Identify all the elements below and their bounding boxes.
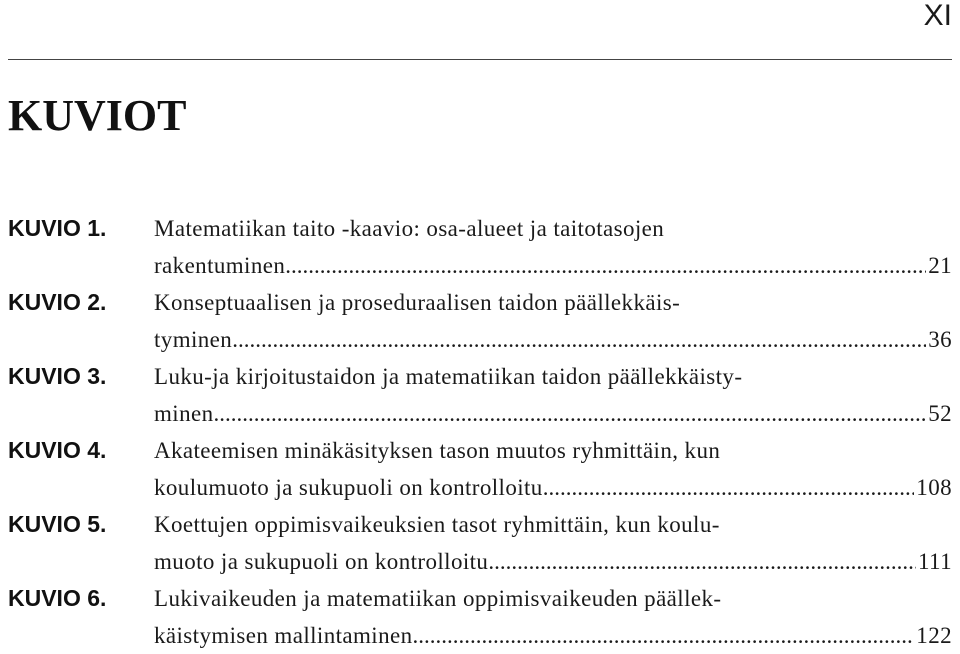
dot-leader	[543, 469, 915, 506]
figure-label: KUVIO 5.	[8, 511, 107, 537]
figure-label: KUVIO 3.	[8, 363, 107, 389]
dot-leader	[232, 321, 926, 358]
figure-caption-line: Akateemisen minäkäsityksen tason muutos ryhmittäin, kun	[154, 438, 721, 463]
figure-caption-line: tyminen	[154, 327, 233, 352]
dot-leader	[214, 395, 927, 432]
figure-list	[8, 210, 952, 654]
dot-leader	[413, 617, 915, 654]
dot-leader	[285, 247, 926, 284]
figure-entry-2[interactable]	[8, 284, 952, 358]
figure-entry-4[interactable]	[8, 432, 952, 506]
figure-entry-5[interactable]	[8, 506, 952, 580]
figure-caption-line: koulumuoto ja sukupuoli on kontrolloitu	[154, 475, 543, 500]
figure-page-number: 108	[916, 475, 952, 500]
figure-caption-line: minen	[154, 401, 214, 426]
figure-caption-line: rakentuminen	[154, 253, 286, 278]
figure-entry-1[interactable]	[8, 210, 952, 284]
figure-page-number: 111	[918, 549, 952, 574]
figure-caption-line: muoto ja sukupuoli on kontrolloitu	[154, 549, 489, 574]
figure-label: KUVIO 2.	[8, 289, 107, 315]
figure-page-number: 52	[928, 401, 952, 426]
figure-label: KUVIO 1.	[8, 215, 107, 241]
figure-page-number: 122	[916, 623, 952, 648]
figure-entry-6[interactable]	[8, 580, 952, 654]
page-number: XI	[923, 0, 952, 32]
header-rule	[8, 59, 952, 60]
figure-caption-line: Konseptuaalisen ja proseduraalisen taidon päällekkäis-	[154, 290, 681, 315]
figure-caption-line: Luku-ja kirjoitustaidon ja matematiikan taidon päällekkäisty-	[154, 364, 743, 389]
figure-caption-line: Matematiikan taito -kaavio: osa-alueet ja taitotasojen	[154, 216, 665, 241]
dot-leader	[488, 543, 916, 580]
figure-label: KUVIO 4.	[8, 437, 107, 463]
figure-caption-line: käistymisen mallintaminen	[154, 623, 413, 648]
figure-label: KUVIO 6.	[8, 585, 107, 611]
page-title: KUVIOT	[8, 91, 187, 140]
figure-page-number: 36	[928, 327, 952, 352]
figure-page-number: 21	[928, 253, 952, 278]
figure-caption-line: Koettujen oppimisvaikeuksien tasot ryhmittäin, kun koulu-	[154, 512, 720, 537]
figure-entry-3[interactable]	[8, 358, 952, 432]
figure-caption-line: Lukivaikeuden ja matematiikan oppimisvaikeuden päällek-	[154, 586, 722, 611]
